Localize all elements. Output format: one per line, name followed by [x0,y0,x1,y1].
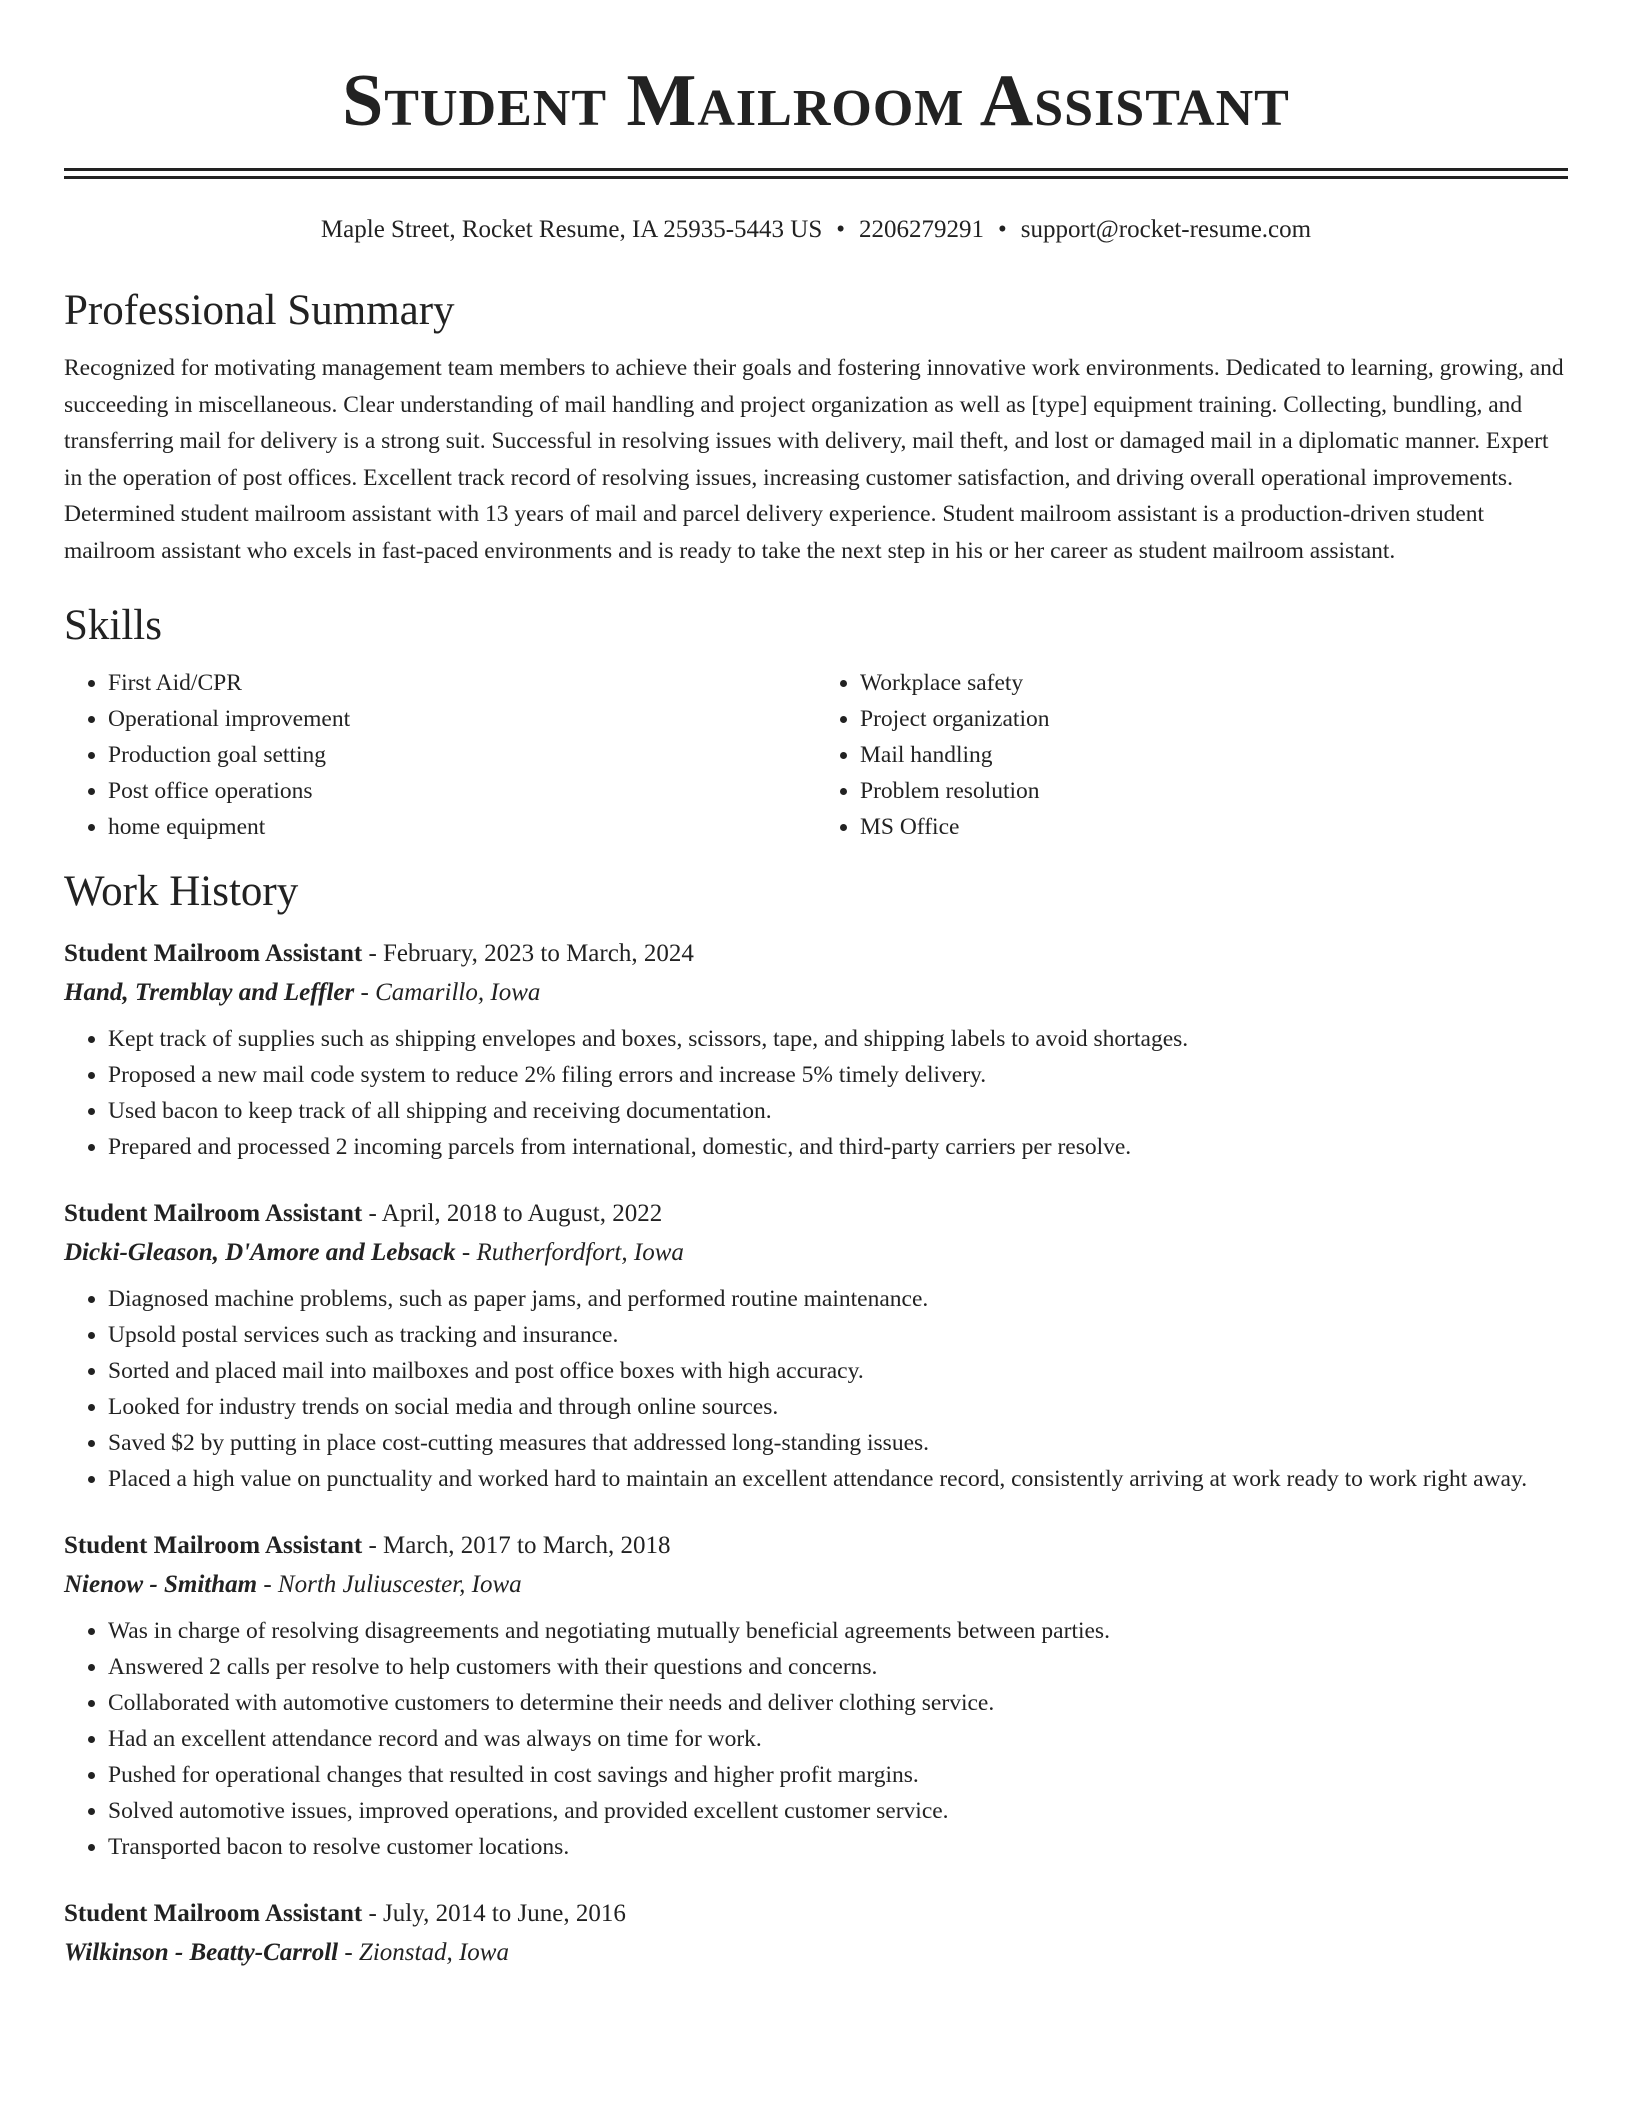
job-location: - North Juliuscester, Iowa [257,1571,522,1598]
section-heading-work-history: Work History [64,868,299,915]
job-bullets [64,1021,1568,1165]
job-location: - Rutherfordfort, Iowa [455,1239,684,1266]
job-bullet: • Answered 2 calls per resolve to help customers with their questions and concerns. [108,1649,1568,1685]
job-bullet: • Saved $2 by putting in place cost-cutting measures that addressed long-standing issues. [108,1425,1568,1461]
job-bullet: • Diagnosed machine problems, such as paper jams, and performed routine maintenance. [108,1281,1568,1317]
job-bullets [64,1613,1568,1865]
section-heading-summary: Professional Summary [64,287,455,334]
skills-column-left [64,665,816,845]
skill-item: • Workplace safety [860,665,1568,701]
job-title-line [64,935,1568,973]
summary-text: Recognized for motivating management team members to achieve their goals and fostering innovative work environments. Dedicated to learning, growing, and succeeding in miscellaneous. Clear understanding of mail handling and project organization as well as [type] equipment training. Collecting, bundling, and transferring mail for delivery is a strong suit. Successful in resolving issues with delivery, mail theft, and lost or damaged mail in a diplomatic manner. Expert in the operation of post offices. Excellent track record of resolving issues, increasing customer satisfaction, and driving overall operational improvements. Determined student mailroom assistant with 13 years of mail and parcel delivery experience. Student mailroom assistant is a production-driven student mailroom assistant who excels in fast-paced environments and is ready to take the next step in his or her career as student mailroom assistant. [64,355,1564,564]
job-bullet: • Collaborated with automotive customers to determine their needs and deliver clothing service. [108,1685,1568,1721]
skill-item: • Mail handling [860,737,1568,773]
job-company: Dicki-Gleason, D'Amore and Lebsack [64,1239,456,1266]
job-bullet: • Transported bacon to resolve customer locations. [108,1829,1568,1865]
job-company-line [64,1233,1568,1273]
job-bullet: • Looked for industry trends on social media and through online sources. [108,1389,1568,1425]
job-title: Student Mailroom Assistant [64,1200,363,1227]
skill-item: • MS Office [860,809,1568,845]
job-dates: - July, 2014 to June, 2016 [362,1900,626,1927]
header-divider-thick [64,168,1568,171]
job-bullet: • Pushed for operational changes that resulted in cost savings and higher profit margins. [108,1757,1568,1793]
job-bullet: • Prepared and processed 2 incoming parcels from international, domestic, and third-party carriers per resolve. [108,1129,1568,1165]
job-title: Student Mailroom Assistant [64,1900,363,1927]
skill-item: • Operational improvement [108,701,816,737]
skills-grid [64,665,1568,845]
contact-separator: • [998,216,1007,243]
job-company: Hand, Tremblay and Leffler [64,979,355,1006]
contact-address: Maple Street, Rocket Resume, IA 25935-5443 US [320,216,823,243]
job-company-line [64,1565,1568,1605]
job-dates: - March, 2017 to March, 2018 [362,1532,671,1559]
job-bullet: • Used bacon to keep track of all shipping and receiving documentation. [108,1093,1568,1129]
job-company: Nienow - Smitham [64,1571,258,1598]
job-entry [64,1195,1568,1497]
contact-email[interactable]: support@rocket-resume.com [1020,216,1312,243]
contact-line [64,214,1568,246]
job-bullet: • Was in charge of resolving disagreements and negotiating mutually beneficial agreements between parties. [108,1613,1568,1649]
contact-separator: • [836,216,846,243]
job-bullet: • Upsold postal services such as tracking and insurance. [108,1317,1568,1353]
job-dates: - February, 2023 to March, 2024 [362,940,694,967]
resume-name: Student Mailroom Assistant [342,60,1290,142]
skill-item: • First Aid/CPR [108,665,816,701]
job-bullet: • Sorted and placed mail into mailboxes and post office boxes with high accuracy. [108,1353,1568,1389]
job-bullet: • Solved automotive issues, improved operations, and provided excellent customer service. [108,1793,1568,1829]
skill-item: • home equipment [108,809,816,845]
job-company: Wilkinson - Beatty-Carroll [64,1939,339,1966]
skill-item: • Post office operations [108,773,816,809]
header-divider-thin [64,176,1568,179]
job-bullets [64,1281,1568,1497]
job-company-line [64,973,1568,1013]
contact-phone[interactable]: 2206279291 [859,216,985,243]
job-title-line [64,1895,1568,1933]
job-bullet: • Kept track of supplies such as shipping envelopes and boxes, scissors, tape, and shipping labels to avoid shortages. [108,1021,1568,1057]
job-entry [64,1527,1568,1865]
job-dates: - April, 2018 to August, 2022 [362,1200,663,1227]
job-title-line [64,1527,1568,1565]
skill-item: • Production goal setting [108,737,816,773]
job-entry [64,935,1568,1165]
job-title: Student Mailroom Assistant [64,1532,363,1559]
job-bullet: • Proposed a new mail code system to reduce 2% filing errors and increase 5% timely delivery. [108,1057,1568,1093]
job-title: Student Mailroom Assistant [64,940,363,967]
job-bullet: • Placed a high value on punctuality and worked hard to maintain an excellent attendance record, consistently arriving at work ready to work right away. [108,1461,1568,1497]
skill-item: • Problem resolution [860,773,1568,809]
job-entry [64,1895,1568,1973]
job-location: - Camarillo, Iowa [354,979,541,1006]
job-company-line [64,1933,1568,1973]
job-location: - Zionstad, Iowa [338,1939,509,1966]
section-heading-skills: Skills [64,602,162,649]
job-bullet: • Had an excellent attendance record and was always on time for work. [108,1721,1568,1757]
job-title-line [64,1195,1568,1233]
skill-item: • Project organization [860,701,1568,737]
resume-page [64,0,1568,1973]
skills-column-right [816,665,1568,845]
